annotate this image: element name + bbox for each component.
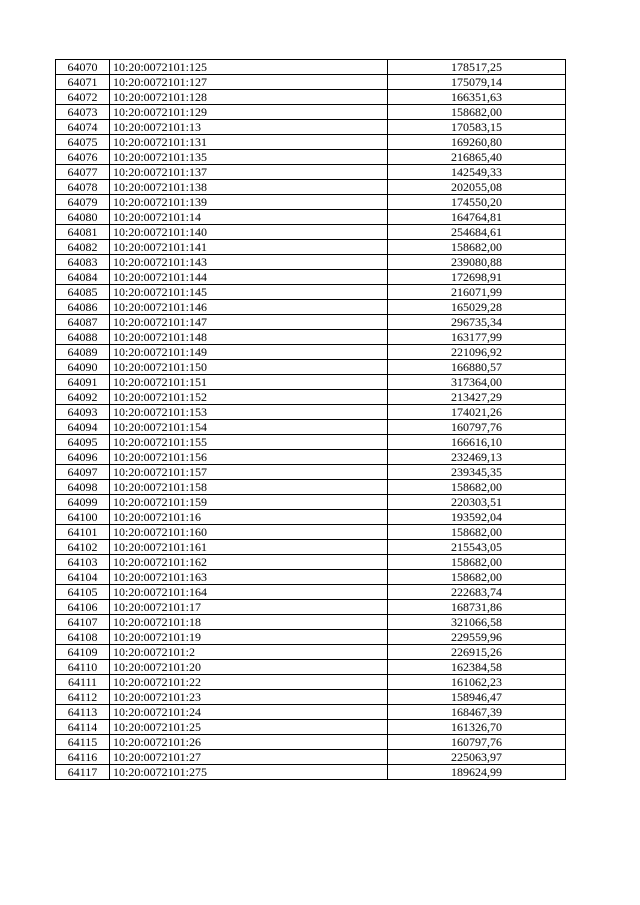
value-cell: 168467,39 [388,705,566,720]
table-row [56,195,566,210]
row-number-cell: 64103 [56,555,110,570]
table-row [56,660,566,675]
value-cell: 232469,13 [388,450,566,465]
cadastral-number-cell: 10:20:0072101:19 [110,630,388,645]
row-number-cell: 64091 [56,375,110,390]
table-row [56,90,566,105]
table-row [56,180,566,195]
table-row [56,600,566,615]
value-cell: 158682,00 [388,570,566,585]
value-cell: 215543,05 [388,540,566,555]
cadastral-number-cell: 10:20:0072101:164 [110,585,388,600]
cadastral-number-cell: 10:20:0072101:22 [110,675,388,690]
row-number-cell: 64102 [56,540,110,555]
cadastral-number-cell: 10:20:0072101:144 [110,270,388,285]
value-cell: 221096,92 [388,345,566,360]
row-number-cell: 64071 [56,75,110,90]
table-row [56,495,566,510]
cadastral-number-cell: 10:20:0072101:157 [110,465,388,480]
table-body [56,60,566,780]
row-number-cell: 64094 [56,420,110,435]
table-row [56,270,566,285]
table-row [56,450,566,465]
table-row [56,330,566,345]
value-cell: 160797,76 [388,735,566,750]
value-cell: 158682,00 [388,555,566,570]
value-cell: 202055,08 [388,180,566,195]
row-number-cell: 64092 [56,390,110,405]
cadastral-number-cell: 10:20:0072101:149 [110,345,388,360]
table-row [56,225,566,240]
row-number-cell: 64105 [56,585,110,600]
value-cell: 158682,00 [388,240,566,255]
table-row [56,765,566,780]
row-number-cell: 64084 [56,270,110,285]
value-cell: 166880,57 [388,360,566,375]
row-number-cell: 64117 [56,765,110,780]
table-row [56,630,566,645]
row-number-cell: 64116 [56,750,110,765]
row-number-cell: 64107 [56,615,110,630]
value-cell: 164764,81 [388,210,566,225]
row-number-cell: 64088 [56,330,110,345]
value-cell: 213427,29 [388,390,566,405]
table-row [56,735,566,750]
table-row [56,690,566,705]
value-cell: 296735,34 [388,315,566,330]
table-row [56,345,566,360]
value-cell: 254684,61 [388,225,566,240]
row-number-cell: 64072 [56,90,110,105]
row-number-cell: 64077 [56,165,110,180]
cadastral-number-cell: 10:20:0072101:155 [110,435,388,450]
row-number-cell: 64113 [56,705,110,720]
table-row [56,705,566,720]
value-cell: 168731,86 [388,600,566,615]
row-number-cell: 64101 [56,525,110,540]
cadastral-number-cell: 10:20:0072101:137 [110,165,388,180]
cadastral-number-cell: 10:20:0072101:25 [110,720,388,735]
cadastral-number-cell: 10:20:0072101:27 [110,750,388,765]
table-row [56,210,566,225]
row-number-cell: 64096 [56,450,110,465]
cadastral-number-cell: 10:20:0072101:161 [110,540,388,555]
value-cell: 161062,23 [388,675,566,690]
cadastral-number-cell: 10:20:0072101:17 [110,600,388,615]
table-row [56,300,566,315]
row-number-cell: 64114 [56,720,110,735]
cadastral-number-cell: 10:20:0072101:163 [110,570,388,585]
value-cell: 162384,58 [388,660,566,675]
table-row [56,645,566,660]
cadastral-number-cell: 10:20:0072101:23 [110,690,388,705]
value-cell: 189624,99 [388,765,566,780]
row-number-cell: 64074 [56,120,110,135]
table-row [56,555,566,570]
row-number-cell: 64111 [56,675,110,690]
value-cell: 239345,35 [388,465,566,480]
cadastral-number-cell: 10:20:0072101:154 [110,420,388,435]
cadastral-number-cell: 10:20:0072101:138 [110,180,388,195]
row-number-cell: 64087 [56,315,110,330]
table-row [56,405,566,420]
table-row [56,540,566,555]
value-cell: 229559,96 [388,630,566,645]
cadastral-number-cell: 10:20:0072101:13 [110,120,388,135]
cadastral-number-cell: 10:20:0072101:143 [110,255,388,270]
table-row [56,435,566,450]
cadastral-number-cell: 10:20:0072101:275 [110,765,388,780]
table-row [56,375,566,390]
row-number-cell: 64073 [56,105,110,120]
value-cell: 239080,88 [388,255,566,270]
table-row [56,750,566,765]
cadastral-number-cell: 10:20:0072101:145 [110,285,388,300]
cadastral-number-cell: 10:20:0072101:14 [110,210,388,225]
table-row [56,675,566,690]
value-cell: 169260,80 [388,135,566,150]
table-row [56,120,566,135]
table-row [56,720,566,735]
cadastral-number-cell: 10:20:0072101:141 [110,240,388,255]
table-row [56,390,566,405]
row-number-cell: 64082 [56,240,110,255]
row-number-cell: 64079 [56,195,110,210]
cadastral-number-cell: 10:20:0072101:156 [110,450,388,465]
table-row [56,240,566,255]
value-cell: 163177,99 [388,330,566,345]
value-cell: 172698,91 [388,270,566,285]
value-cell: 158682,00 [388,525,566,540]
value-cell: 193592,04 [388,510,566,525]
cadastral-number-cell: 10:20:0072101:2 [110,645,388,660]
value-cell: 216865,40 [388,150,566,165]
value-cell: 174021,26 [388,405,566,420]
table-row [56,135,566,150]
table-row [56,615,566,630]
table-row [56,585,566,600]
row-number-cell: 64085 [56,285,110,300]
table-row [56,315,566,330]
value-cell: 160797,76 [388,420,566,435]
row-number-cell: 64075 [56,135,110,150]
data-table [55,59,566,780]
table-row [56,105,566,120]
cadastral-number-cell: 10:20:0072101:139 [110,195,388,210]
table-row [56,285,566,300]
cadastral-number-cell: 10:20:0072101:135 [110,150,388,165]
value-cell: 222683,74 [388,585,566,600]
value-cell: 174550,20 [388,195,566,210]
table-row [56,420,566,435]
cadastral-number-cell: 10:20:0072101:140 [110,225,388,240]
cadastral-number-cell: 10:20:0072101:24 [110,705,388,720]
row-number-cell: 64109 [56,645,110,660]
row-number-cell: 64083 [56,255,110,270]
table-row [56,75,566,90]
value-cell: 158946,47 [388,690,566,705]
cadastral-number-cell: 10:20:0072101:20 [110,660,388,675]
value-cell: 225063,97 [388,750,566,765]
cadastral-number-cell: 10:20:0072101:159 [110,495,388,510]
row-number-cell: 64090 [56,360,110,375]
table-row [56,360,566,375]
value-cell: 321066,58 [388,615,566,630]
row-number-cell: 64093 [56,405,110,420]
cadastral-number-cell: 10:20:0072101:152 [110,390,388,405]
row-number-cell: 64089 [56,345,110,360]
table-row [56,255,566,270]
row-number-cell: 64097 [56,465,110,480]
cadastral-number-cell: 10:20:0072101:150 [110,360,388,375]
value-cell: 216071,99 [388,285,566,300]
row-number-cell: 64108 [56,630,110,645]
cadastral-number-cell: 10:20:0072101:18 [110,615,388,630]
value-cell: 166616,10 [388,435,566,450]
value-cell: 158682,00 [388,105,566,120]
row-number-cell: 64110 [56,660,110,675]
value-cell: 170583,15 [388,120,566,135]
cadastral-number-cell: 10:20:0072101:26 [110,735,388,750]
value-cell: 142549,33 [388,165,566,180]
table-row [56,150,566,165]
cadastral-number-cell: 10:20:0072101:153 [110,405,388,420]
cadastral-number-cell: 10:20:0072101:160 [110,525,388,540]
value-cell: 166351,63 [388,90,566,105]
cadastral-number-cell: 10:20:0072101:127 [110,75,388,90]
row-number-cell: 64100 [56,510,110,525]
row-number-cell: 64099 [56,495,110,510]
cadastral-number-cell: 10:20:0072101:158 [110,480,388,495]
row-number-cell: 64081 [56,225,110,240]
table-row [56,570,566,585]
cadastral-number-cell: 10:20:0072101:147 [110,315,388,330]
table-row [56,165,566,180]
value-cell: 175079,14 [388,75,566,90]
value-cell: 178517,25 [388,60,566,75]
cadastral-number-cell: 10:20:0072101:151 [110,375,388,390]
cadastral-number-cell: 10:20:0072101:128 [110,90,388,105]
table-row [56,60,566,75]
table-row [56,465,566,480]
row-number-cell: 64106 [56,600,110,615]
row-number-cell: 64076 [56,150,110,165]
value-cell: 317364,00 [388,375,566,390]
cadastral-number-cell: 10:20:0072101:129 [110,105,388,120]
row-number-cell: 64104 [56,570,110,585]
row-number-cell: 64095 [56,435,110,450]
row-number-cell: 64112 [56,690,110,705]
row-number-cell: 64080 [56,210,110,225]
value-cell: 220303,51 [388,495,566,510]
cadastral-number-cell: 10:20:0072101:131 [110,135,388,150]
row-number-cell: 64098 [56,480,110,495]
row-number-cell: 64086 [56,300,110,315]
table-row [56,480,566,495]
value-cell: 226915,26 [388,645,566,660]
row-number-cell: 64115 [56,735,110,750]
value-cell: 161326,70 [388,720,566,735]
cadastral-number-cell: 10:20:0072101:16 [110,510,388,525]
cadastral-number-cell: 10:20:0072101:125 [110,60,388,75]
row-number-cell: 64070 [56,60,110,75]
value-cell: 158682,00 [388,480,566,495]
cadastral-number-cell: 10:20:0072101:146 [110,300,388,315]
cadastral-number-cell: 10:20:0072101:162 [110,555,388,570]
table-row [56,525,566,540]
value-cell: 165029,28 [388,300,566,315]
row-number-cell: 64078 [56,180,110,195]
table-row [56,510,566,525]
cadastral-number-cell: 10:20:0072101:148 [110,330,388,345]
